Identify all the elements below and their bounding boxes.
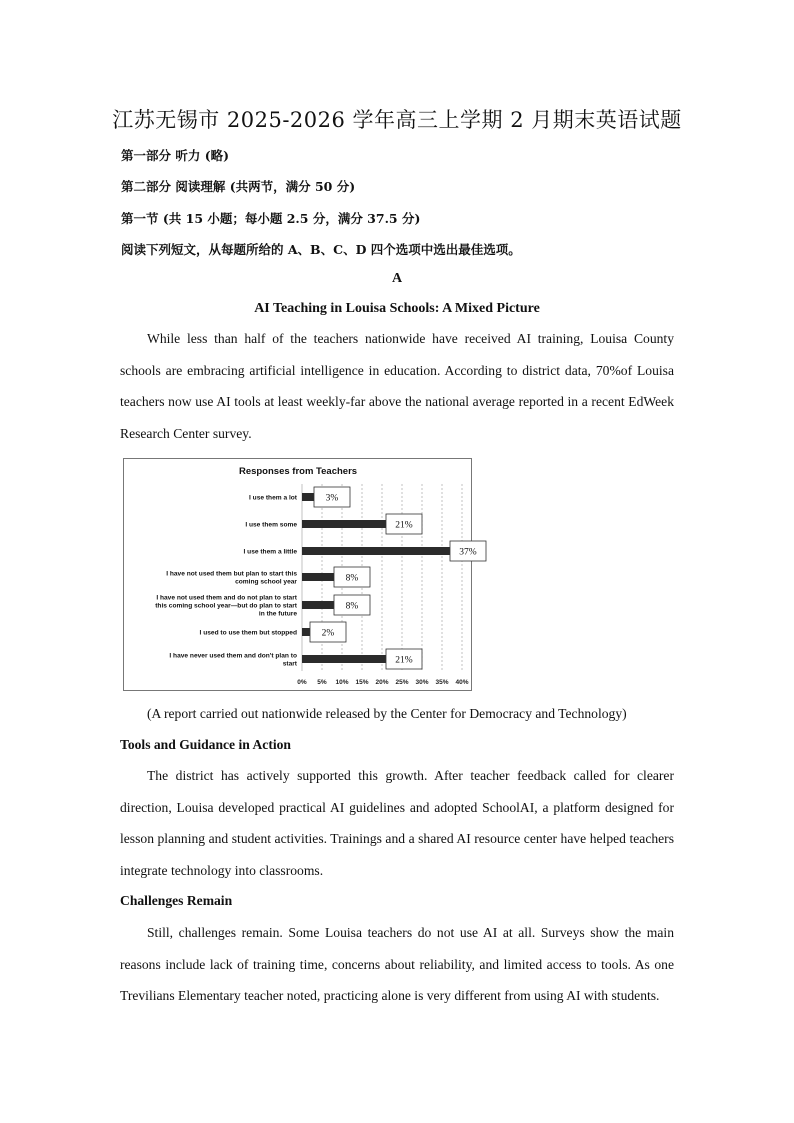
category-label xyxy=(155,595,298,618)
category-label-line: I have not used them but plan to start this xyxy=(166,570,297,578)
bar xyxy=(302,493,314,501)
bar xyxy=(302,573,334,581)
paragraph-1-text: While less than half of the teachers nationwide have received AI training, Louisa County schools are embracing artificial intelligence in education. According to district data, 70%of Louisa teachers now use AI tools at least weekly-far above the national average reported in a recent EdWeek Research Center survey. xyxy=(120,331,674,441)
value-label: 2% xyxy=(321,628,335,639)
category-label xyxy=(169,653,297,668)
heading-tools-guidance: Tools and Guidance in Action xyxy=(120,737,291,752)
category-label xyxy=(245,522,297,529)
category-label-line: I have not used them and do not plan to start xyxy=(156,594,297,602)
value-label: 37% xyxy=(459,547,477,558)
category-label-line: start xyxy=(282,660,297,668)
paragraph-1 xyxy=(120,323,674,449)
category-label-line: I use them some xyxy=(245,521,297,529)
part1-heading: 第一部分 听力 (略) xyxy=(121,148,230,163)
category-label-line: I have never used them and don't plan to xyxy=(169,652,297,660)
passage-letter: A xyxy=(391,271,403,286)
bar xyxy=(302,628,310,636)
part2-heading: 第二部分 阅读理解 (共两节，满分 50 分) xyxy=(121,179,356,194)
category-label-line: coming school year xyxy=(235,578,297,586)
x-tick-label: 35% xyxy=(435,679,449,686)
category-label-line: in the future xyxy=(258,610,297,618)
category-label xyxy=(166,571,297,586)
value-label: 21% xyxy=(395,520,413,531)
x-tick-label: 20% xyxy=(375,679,389,686)
value-label: 8% xyxy=(345,601,359,612)
x-tick-label: 10% xyxy=(335,679,349,686)
value-label: 3% xyxy=(325,493,339,504)
chart-caption: (A report carried out nationwide released by the Center for Democracy and Technology) xyxy=(147,706,627,721)
heading-challenges: Challenges Remain xyxy=(120,893,233,908)
x-tick-label: 25% xyxy=(395,679,409,686)
x-tick-label: 0% xyxy=(297,679,307,686)
value-label: 8% xyxy=(345,573,359,584)
bar xyxy=(302,547,450,555)
category-label-line: I used to use them but stopped xyxy=(199,629,297,637)
exam-title: 江苏无锡市 2025-2026 学年高三上学期 2 月期末英语试题 xyxy=(112,108,682,132)
chart-title: Responses from Teachers xyxy=(238,466,358,477)
category-label xyxy=(244,549,298,556)
bar xyxy=(302,601,334,609)
paragraph-3-text: Still, challenges remain. Some Louisa teachers do not use AI at all. Surveys show the main reasons include lack of training time, concerns about reliability, and limited access to tools. As one Trevilians Elementary teacher noted, practicing alone is very different from using AI with students. xyxy=(120,925,674,1003)
category-label xyxy=(249,495,298,502)
x-tick-label: 15% xyxy=(355,679,369,686)
category-label xyxy=(200,630,297,637)
paragraph-3 xyxy=(120,917,674,1012)
section1-heading: 第一节 (共 15 小题；每小题 2.5 分，满分 37.5 分) xyxy=(121,211,421,226)
responses-chart xyxy=(123,458,477,691)
paragraph-2 xyxy=(120,760,674,886)
instruction-text: 阅读下列短文，从每题所给的 A、B、C、D 四个选项中选出最佳选项。 xyxy=(121,242,521,257)
x-tick-label: 5% xyxy=(317,679,327,686)
x-tick-label: 30% xyxy=(415,679,429,686)
x-tick-label: 40% xyxy=(455,679,469,686)
bar xyxy=(302,655,386,663)
category-label-line: this coming school year—but do plan to start xyxy=(155,602,297,610)
category-label-line: I use them a lot xyxy=(249,494,297,502)
passage-title: AI Teaching in Louisa Schools: A Mixed Picture xyxy=(254,301,540,316)
paragraph-2-text: The district has actively supported this growth. After teacher feedback called for clearer direction, Louisa developed practical AI guidelines and adopted SchoolAI, a platform designed for lesson planning and student activities. Trainings and a shared AI resource center have helped teachers integrate technology into classrooms. xyxy=(120,768,674,878)
value-label: 21% xyxy=(395,655,413,666)
bar xyxy=(302,520,386,528)
category-label-line: I use them a little xyxy=(243,548,297,556)
chart-svg xyxy=(124,459,477,690)
